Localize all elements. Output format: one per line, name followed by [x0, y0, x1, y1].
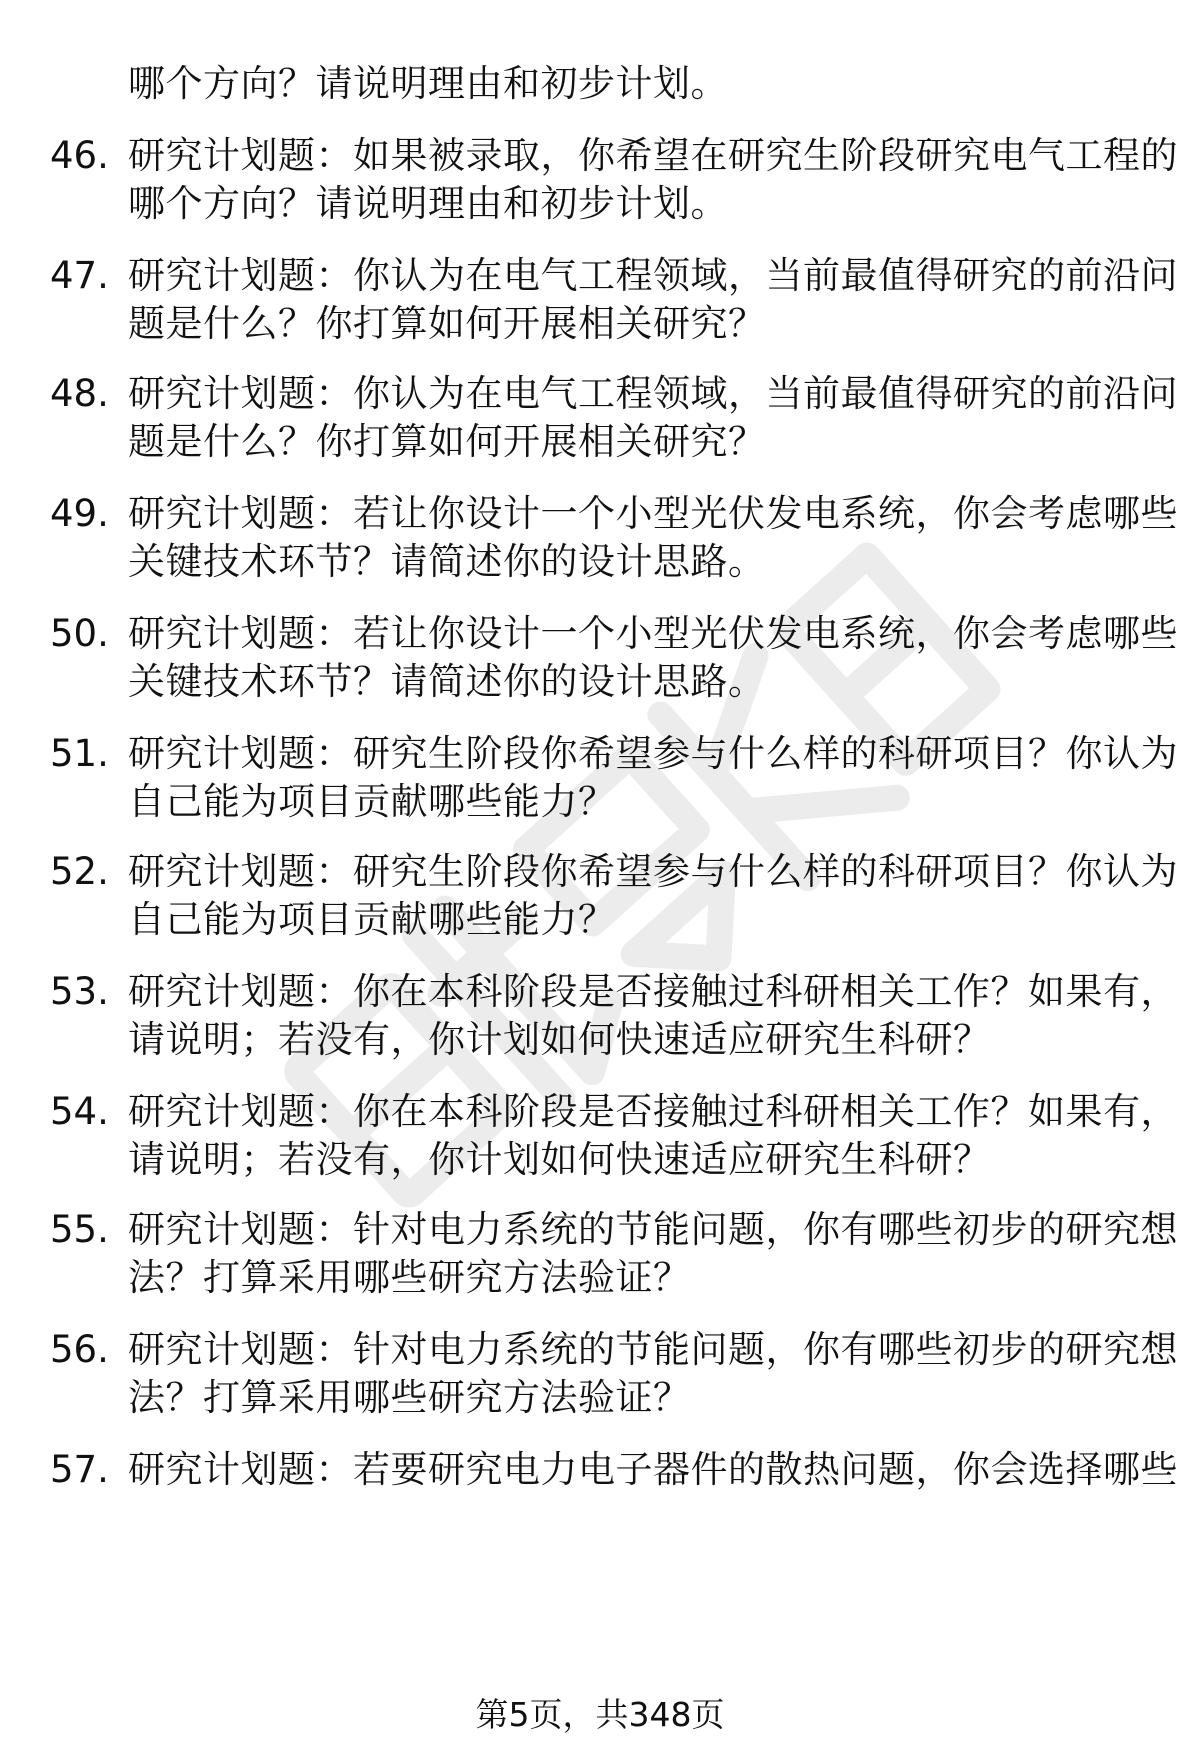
- item-text-line1: 研究计划题：你在本科阶段是否接触过科研相关工作？如果有，: [128, 970, 1178, 1013]
- item-number: 47.: [50, 254, 109, 297]
- item-number: 53.: [50, 970, 109, 1013]
- list-item: [0, 968, 1200, 1064]
- item-number: 49.: [50, 492, 109, 535]
- item-text-line1: 研究计划题：你在本科阶段是否接触过科研相关工作？如果有，: [128, 1090, 1178, 1133]
- item-number: 52.: [50, 850, 109, 893]
- item-text-line1: 研究计划题：针对电力系统的节能问题，你有哪些初步的研究想: [128, 1208, 1178, 1251]
- item-text-line1: 研究计划题：如果被录取，你希望在研究生阶段研究电气工程的: [128, 134, 1178, 177]
- list-item: [0, 730, 1200, 826]
- continuation-line: 哪个方向？请说明理由和初步计划。: [128, 62, 728, 105]
- item-text-line1: 研究计划题：针对电力系统的节能问题，你有哪些初步的研究想: [128, 1328, 1178, 1371]
- list-item: [0, 1206, 1200, 1302]
- item-text-line1: 研究计划题：若要研究电力电子器件的散热问题，你会选择哪些: [128, 1448, 1178, 1491]
- list-item: [0, 610, 1200, 706]
- item-text-line2: 自己能为项目贡献哪些能力？: [128, 898, 616, 941]
- item-text-line2: 关键技术环节？请简述你的设计思路。: [128, 660, 766, 703]
- item-text-line2: 自己能为项目贡献哪些能力？: [128, 780, 616, 823]
- list-item: [0, 1088, 1200, 1184]
- list-item: [0, 848, 1200, 944]
- item-text-line1: 研究计划题：研究生阶段你希望参与什么样的科研项目？你认为: [128, 850, 1178, 893]
- item-number: 56.: [50, 1328, 109, 1371]
- item-text-line1: 研究计划题：若让你设计一个小型光伏发电系统，你会考虑哪些: [128, 612, 1178, 655]
- list-item: [0, 132, 1200, 228]
- item-number: 46.: [50, 134, 109, 177]
- list-item: [0, 1326, 1200, 1422]
- item-number: 51.: [50, 732, 109, 775]
- item-text-line2: 题是什么？你打算如何开展相关研究？: [128, 420, 766, 463]
- list-item: [0, 1446, 1200, 1542]
- item-number: 48.: [50, 372, 109, 415]
- item-number: 55.: [50, 1208, 109, 1251]
- item-text-line2: 哪个方向？请说明理由和初步计划。: [128, 182, 728, 225]
- item-text-line1: 研究计划题：若让你设计一个小型光伏发电系统，你会考虑哪些: [128, 492, 1178, 535]
- item-text-line1: 研究计划题：研究生阶段你希望参与什么样的科研项目？你认为: [128, 732, 1178, 775]
- item-text-line2: 请说明；若没有，你计划如何快速适应研究生科研？: [128, 1018, 991, 1061]
- item-text-line1: 研究计划题：你认为在电气工程领域，当前最值得研究的前沿问: [128, 254, 1178, 297]
- list-item: [0, 490, 1200, 586]
- item-text-line1: 研究计划题：你认为在电气工程领域，当前最值得研究的前沿问: [128, 372, 1178, 415]
- item-number: 54.: [50, 1090, 109, 1133]
- list-item: [0, 370, 1200, 466]
- item-text-line2: 请说明；若没有，你计划如何快速适应研究生科研？: [128, 1138, 991, 1181]
- item-text-line2: 题是什么？你打算如何开展相关研究？: [128, 302, 766, 345]
- item-text-line2: 关键技术环节？请简述你的设计思路。: [128, 540, 766, 583]
- item-number: 50.: [50, 612, 109, 655]
- item-number: 57.: [50, 1448, 109, 1491]
- item-text-line2: 法？打算采用哪些研究方法验证？: [128, 1256, 691, 1299]
- list-item: [0, 252, 1200, 348]
- item-text-line2: 法？打算采用哪些研究方法验证？: [128, 1376, 691, 1419]
- page-footer: 第5页，共348页: [475, 1695, 725, 1734]
